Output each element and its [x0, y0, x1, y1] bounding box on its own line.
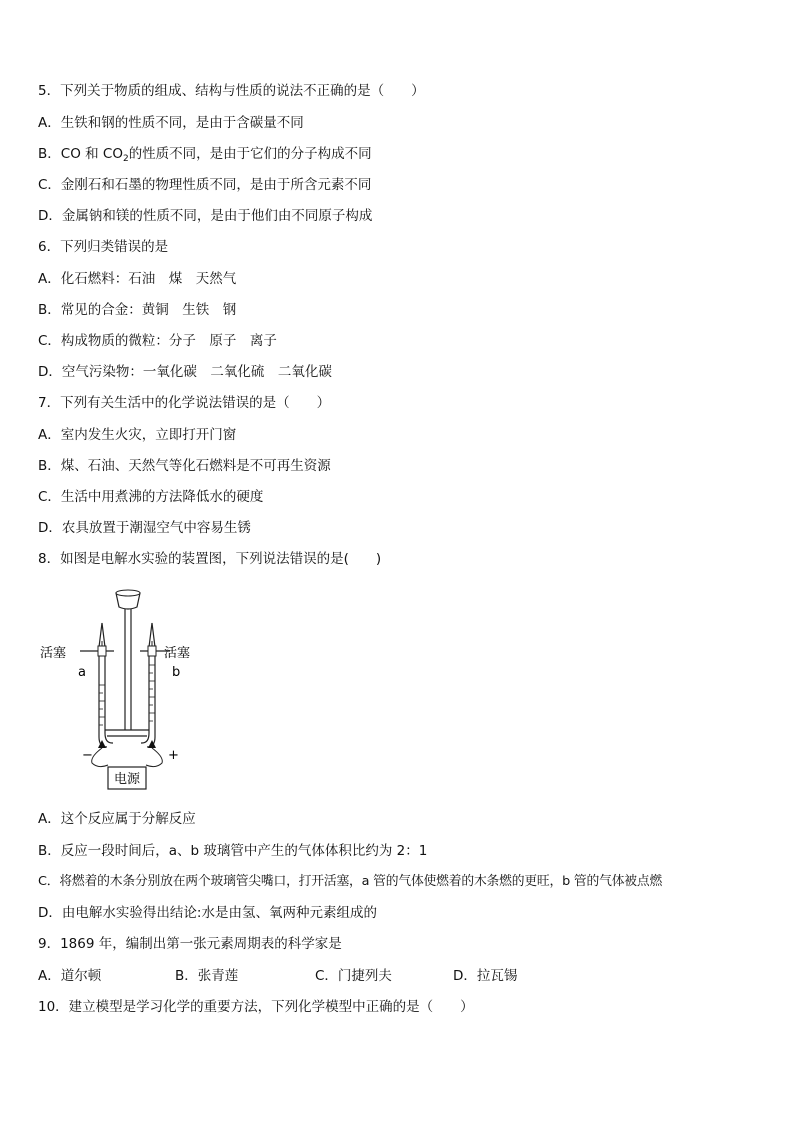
q8-option-c: C．将燃着的木条分别放在两个玻璃管尖嘴口，打开活塞，a 管的气体使燃着的木条燃的更旺，b 管的气体被点燃 [38, 874, 663, 889]
electrolysis-apparatus-diagram [36, 585, 196, 795]
q5-option-a: A．生铁和钢的性质不同，是由于含碳量不同 [38, 115, 304, 131]
q9-stem: 9．1869 年，编制出第一张元素周期表的科学家是 [38, 936, 342, 952]
tube-b-outline-left [141, 623, 152, 743]
tube-b-outline-right [147, 623, 155, 747]
q5-option-b-pre: B．CO 和 CO [38, 146, 123, 162]
right-valve-label: 活塞 [164, 646, 191, 661]
left-valve-label: 活塞 [40, 646, 67, 661]
q5-stem: 5．下列关于物质的组成、结构与性质的说法不正确的是（ ） [38, 83, 425, 99]
q7-option-a: A．室内发生火灾，立即打开门窗 [38, 427, 237, 443]
q6-stem: 6．下列归类错误的是 [38, 239, 169, 255]
q5-option-b-post: 的性质不同，是由于它们的分子构成不同 [128, 146, 372, 162]
q6-option-b: B．常见的合金：黄铜 生铁 钢 [38, 302, 237, 318]
q7-option-b: B．煤、石油、天然气等化石燃料是不可再生资源 [38, 458, 331, 474]
tube-a-graduations [99, 685, 105, 725]
q9-option-a: A．道尔顿 [38, 968, 102, 984]
q8-option-d: D．由电解水实验得出结论:水是由氢、氧两种元素组成的 [38, 905, 377, 921]
funnel-rim [116, 590, 140, 596]
q6-option-d: D．空气污染物：一氧化碳 二氧化硫 二氧化碳 [38, 364, 332, 380]
wire-left [92, 748, 108, 767]
wire-right [146, 748, 162, 767]
q6-option-a: A．化石燃料：石油 煤 天然气 [38, 271, 237, 287]
q8-option-b: B．反应一段时间后，a、b 玻璃管中产生的气体体积比约为 2：1 [38, 843, 428, 859]
tube-a-outline-left [102, 623, 113, 743]
tube-a-label: a [78, 665, 86, 680]
q7-option-c: C．生活中用煮沸的方法降低水的硬度 [38, 489, 264, 505]
q7-stem: 7．下列有关生活中的化学说法错误的是（ ） [38, 395, 331, 411]
negative-terminal-label: − [82, 748, 93, 763]
q5-option-b [38, 144, 372, 169]
q9-option-d: D．拉瓦锡 [453, 968, 518, 984]
q5-option-c: C．金刚石和石墨的物理性质不同，是由于所含元素不同 [38, 177, 372, 193]
q7-option-d: D．农具放置于潮湿空气中容易生锈 [38, 520, 251, 536]
q5-option-d: D．金属钠和镁的性质不同，是由于他们由不同原子构成 [38, 208, 373, 224]
q10-stem: 10．建立模型是学习化学的重要方法，下列化学模型中正确的是（ ） [38, 999, 474, 1015]
q6-option-c: C．构成物质的微粒：分子 原子 离子 [38, 333, 277, 349]
q5-option-b-subscript: 2 [122, 154, 129, 164]
q9-option-b: B．张青莲 [175, 968, 239, 984]
left-stopcock-icon [80, 641, 114, 656]
power-supply-label: 电源 [114, 772, 141, 787]
q9-option-c: C．门捷列夫 [315, 968, 392, 984]
q8-option-a: A．这个反应属于分解反应 [38, 811, 196, 827]
tube-b-graduations [149, 665, 155, 721]
tube-b-label: b [172, 665, 181, 680]
positive-terminal-label: + [168, 748, 179, 763]
q8-stem: 8．如图是电解水实验的装置图，下列说法错误的是( ) [38, 551, 382, 567]
